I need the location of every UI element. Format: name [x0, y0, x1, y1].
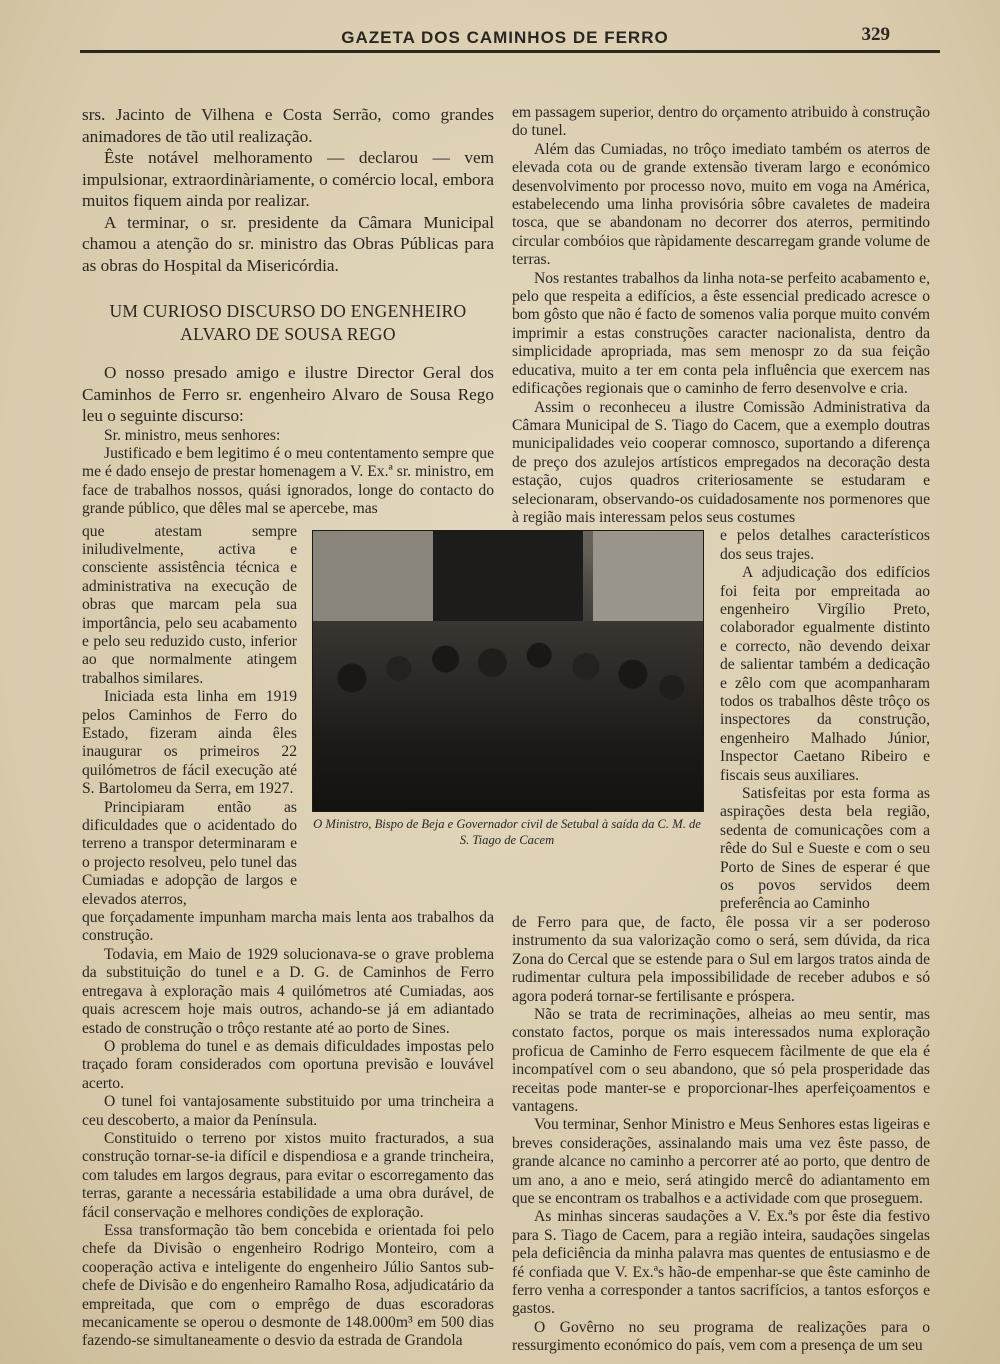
paragraph: que atestam sempre iniludivelmente, activa e consciente assistência técnica e administrativa na execução de obras que marcam pela sua importância, pelo seu acabamento e pelo seu reduzido custo, inferior ao que normalmente atingem trabalhos similares. — [82, 522, 297, 687]
page-number: 329 — [861, 24, 890, 45]
salutation: Sr. ministro, meus senhores: — [104, 426, 281, 444]
paragraph: Essa transformação tão bem concebida e orientada foi pelo chefe da Divisão o engenheiro Rodrigo Monteiro, com a cooperação activa e inteligente do engenheiro Júlio Santos sub-chefe de Divisão e do engenheiro Ramalho Rosa, adjudicatário da empreitada, que com o emprêgo de duas escoradoras mecanicamente se operou o desmonte de 148.000m³ em 500 dias fazendo-se simultaneamente o desvio da estrada de Grandola — [82, 1221, 494, 1350]
paragraph: Todavia, em Maio de 1929 solucionava-se o grave problema da substituição do tunel e a D. G. de Caminhos de Ferro entregava à exploração mais 4 quilómetros até Cumiadas, aos quais acrescem hoje mais outros, achando-se já em adiantado estado de construção o trôço restante até ao porto de Sines. — [82, 945, 494, 1037]
journal-title: GAZETA DOS CAMINHOS DE FERRO — [341, 28, 669, 47]
paragraph: Além das Cumiadas, no trôço imediato também os aterros de elevada cota ou de grande extensão tiveram largo e económico desenvolvimento por processo novo, muito em voga na América, estabelecendo uma linha provisória sôbre cavaletes de madeira tosca, que se abandonam no decorrer dos aterros, permitindo circular combóios que ràpidamente descarregam grande volume de terras. — [512, 140, 930, 269]
lead-text — [82, 104, 494, 427]
paragraph: Principiaram então as dificuldades que o acidentado do terreno a transpor determinaram e o projecto resolveu, pelo tunel das Cumiadas e adopção de largos e elevados aterros, — [82, 798, 297, 908]
paragraph: O problema do tunel e as demais dificuldades impostas pelo traçado foram considerados com oportuna previsão e louvável acerto. — [82, 1037, 494, 1092]
paragraph: Êste notável melhoramento — declarou — vem impulsionar, extraordinàriamente, o comércio local, embora muitos fiquem ainda por realizar. — [82, 148, 494, 210]
paragraph: srs. Jacinto de Vilhena e Costa Serrão, como grandes animadores de tão util realização. — [82, 105, 494, 146]
photo-caption: O Ministro, Bispo de Beja e Governador civil de Setubal à saída da C. M. de S. Tiago de Cacem — [313, 817, 701, 847]
paragraph: Não se trata de recriminações, alheias ao meu sentir, mas constato factos, porque os mais interessados numa exploração proficua de Caminho de Ferro esquecem fàcilmente de que ela é incompatível com o seu abandono, que só pela prosperidade das receitas pode manter-se e proporcionar-lhes aperfeiçoamentos e vantagens. — [512, 1005, 930, 1115]
paragraph: A terminar, o sr. presidente da Câmara Municipal chamou a atenção do sr. ministro das Obras Públicas para as obras do Hospital da Misericórdia. — [82, 212, 494, 275]
paragraph: As minhas sinceras saudações a V. Ex.ªs por êste dia festivo para S. Tiago de Cacem, para a região inteira, saudações singelas pela deficiência da minha palavra mas quentes de entusiasmo e de fé confiada que V. Ex.ªs hão-de empenhar-se que êste caminho de ferro venha a corresponder a tantos sacrifícios, a tantos esforços e gastos. — [512, 1208, 930, 1318]
paragraph: O Govêrno no seu programa de realizações para o ressurgimento económico do país, vem com a presença de um seu — [512, 1318, 930, 1355]
paragraph: Vou terminar, Senhor Ministro e Meus Senhores estas ligeiras e breves considerações, assinalando mais uma vez êste passo, de grande alcance no caminho a percorrer até ao porto, que dentro de um ano, a ano e meio, será atingido mercê do adiantamento em que se encontram os trabalhos e a actividade com que proseguem. — [512, 1116, 930, 1207]
section-heading: UM CURIOSO DISCURSO DO ENGENHEIRO ALVARO DE SOUSA REGO — [109, 301, 467, 344]
photo-crowd — [313, 621, 703, 811]
paragraph: Justificado e bem legitimo é o meu contentamento sempre que me é dado ensejo de prestar homenagem a V. Ex.ª sr. ministro, em face de trabalhos nossos, quási ignorados, longe do contacto do grande público, que dêles mal se apercebe, mas — [82, 444, 494, 518]
paragraph: O tunel foi vantajosamente substituido por uma trincheira a ceu descoberto, a maior da Península. — [82, 1093, 494, 1129]
paragraph: Iniciada esta linha em 1919 pelos Caminhos de Ferro do Estado, fizeram ainda êles inaugurar os primeiros 22 quilómetros de fácil execução até S. Bartolomeu da Serra, em 1927. — [82, 688, 297, 798]
text-wrap-beside-photo — [82, 523, 297, 910]
paragraph: Constituido o terreno por xistos muito fracturados, a sua construção tornar-se-ia difícil e dispendiosa e a grande trincheira, com taludes em largos degraus, para evitar o escorregamento das terras, garante a necessária estabilidade a uma obra durável, de fácil conservação e melhores condições de exploração. — [82, 1129, 494, 1221]
paragraph: Nos restantes trabalhos da linha nota-se perfeito acabamento e, pelo que respeita a edifícios, a êste essencial predicado acresce o bom gôsto que não é facto de somenos valia porque muito convém imprimir a estas construções caracter nacionalista, dentro da simplicidade apropriada, mas sem menospr zo da sua feição educativa, muito a ter em conta pela influência que exercem nas edificações regionais que o caminho de ferro desenvolve e cria. — [512, 269, 930, 398]
text-wrap-beside-photo — [720, 527, 930, 914]
running-header — [70, 22, 940, 48]
paragraph: Assim o reconheceu a ilustre Comissão Administrativa da Câmara Municipal de S. Tiago do Cacem, que a exemplo doutras municipalidades veio cooperar comnosco, suportando a diferença de preço dos azulejos artísticos empregados na decoração desta estação, cujos quadros criteriosamente se estudaram e selecionaram, observando-os cuidadosamente nos pormenores que à região mais interessam pelos seus costumes — [512, 398, 930, 526]
paragraph: A adjudicação dos edifícios foi feita por empreitada ao engenheiro Virgílio Preto, colaborador egualmente distinto e correcto, não devendo deixar de salientar também a dedicação e zêlo com que acompanharam todos os trabalhos dêste trôço os inspectores da construção, engenheiro Malhado Júnior, Inspector Caetano Ribeiro e fiscais seus auxiliares. — [720, 564, 930, 784]
group-photograph — [312, 530, 704, 812]
paragraph: de Ferro para que, de facto, êle possa vir a ser poderoso instrumento da sua valorização como o será, sem dúvida, da rica Zona do Cercal que se estende para o Sul em largos tratos ainda de rudimentar cultura pela impossibilidade de receber adubos e só agora poderá tornar-se fertilisante e próspera. — [512, 913, 930, 1005]
paragraph: O nosso presado amigo e ilustre Director Geral dos Caminhos de Ferro sr. engenheiro Alvaro de Sousa Rego leu o seguinte discurso: — [82, 363, 494, 425]
paragraph: e pelos detalhes característicos dos seus trajes. — [720, 527, 930, 563]
paragraph: que forçadamente impunham marcha mais lenta aos trabalhos da construção. — [82, 909, 494, 945]
header-rule — [80, 50, 940, 53]
paragraph: Satisfeitas por esta forma as aspirações desta bela região, sedenta de comunicações com a rêde do Sul e Sueste e com o seu Porto de Sines de esperar é que os povos servidos deem preferência ao Caminho — [720, 785, 930, 913]
paragraph: em passagem superior, dentro do orçamento atribuido à construção do tunel. — [512, 104, 930, 140]
